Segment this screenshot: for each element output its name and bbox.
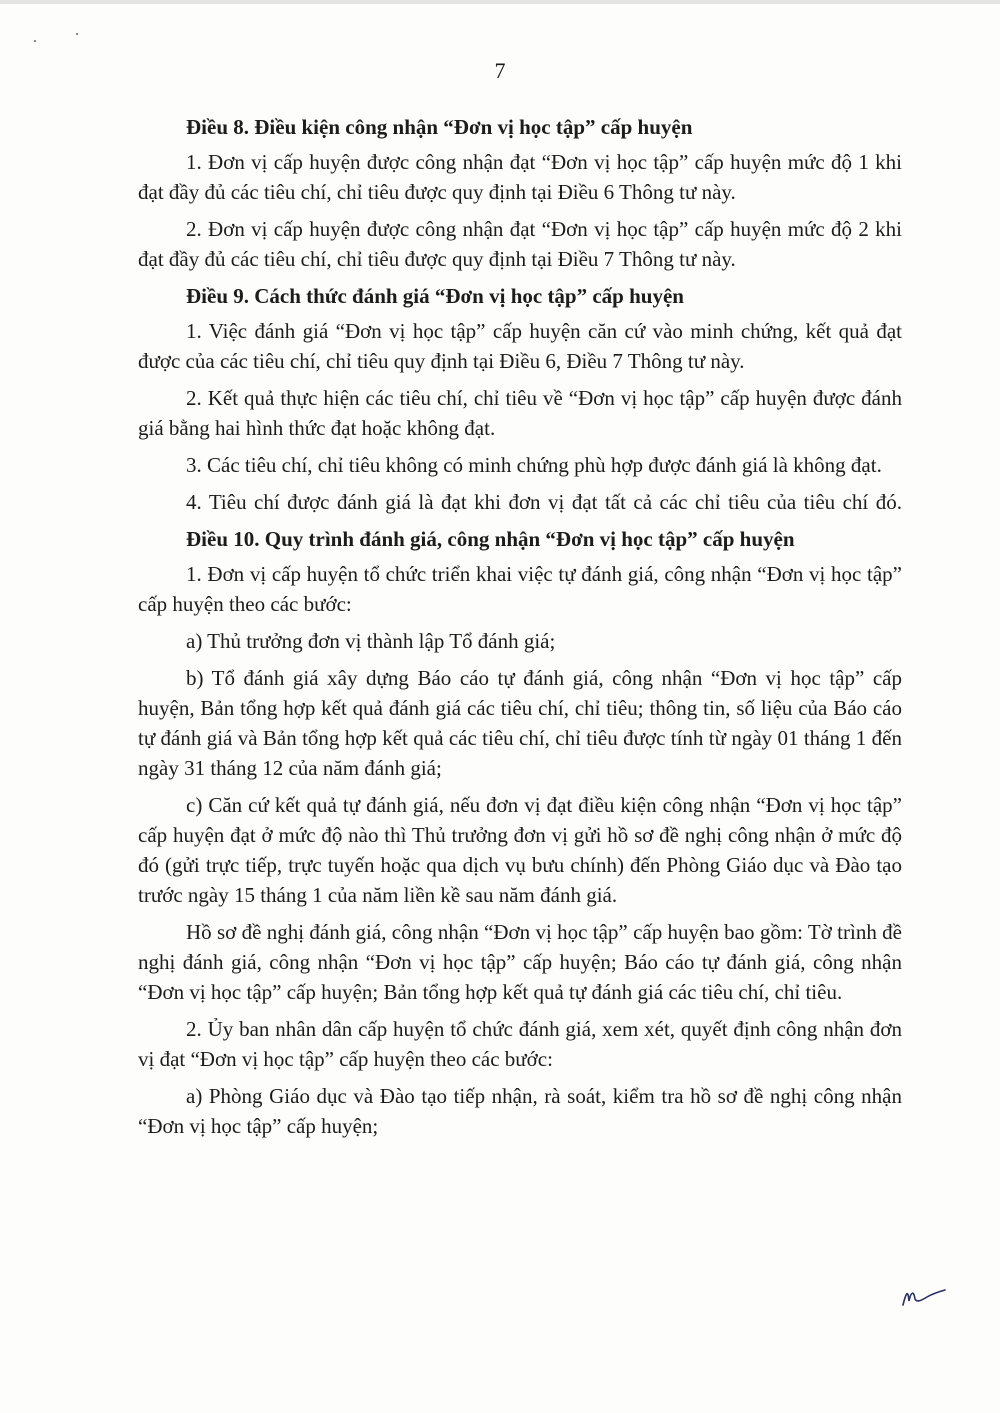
paragraph: 1. Đơn vị cấp huyện được công nhận đạt “Đơn vị học tập” cấp huyện mức độ 1 khi đạt đầy đủ các tiêu chí, chỉ tiêu được quy định tại Điều 6 Thông tư này. [138, 150, 902, 204]
paragraph: 1. Đơn vị cấp huyện tổ chức triển khai việc tự đánh giá, công nhận “Đơn vị học tập” cấp huyện theo các bước: [138, 562, 902, 616]
paragraph: Hồ sơ đề nghị đánh giá, công nhận “Đơn vị học tập” cấp huyện bao gồm: Tờ trình đề nghị đánh giá, công nhận “Đơn vị học tập” cấp huyện; Báo cáo tự đánh giá, công nhận “Đơn vị học tập” cấp huyện; Bản tổng hợp kết quả tự đánh giá các tiêu chí, chỉ tiêu. [138, 920, 902, 1004]
paragraph: b) Tổ đánh giá xây dựng Báo cáo tự đánh giá, công nhận “Đơn vị học tập” cấp huyện, Bản tổng hợp kết quả đánh giá các tiêu chí, chỉ tiêu; thông tin, số liệu của Báo cáo tự đánh giá và Bản tổng hợp kết quả các tiêu chí, chỉ tiêu được tính từ ngày 01 tháng 1 đến ngày 31 tháng 12 của năm đánh giá; [138, 666, 902, 780]
paragraph: 2. Đơn vị cấp huyện được công nhận đạt “Đơn vị học tập” cấp huyện mức độ 2 khi đạt đầy đủ các tiêu chí, chỉ tiêu được quy định tại Điều 7 Thông tư này. [138, 217, 902, 271]
handwritten-initial [900, 1283, 948, 1311]
paragraph: 3. Các tiêu chí, chỉ tiêu không có minh chứng phù hợp được đánh giá là không đạt. [186, 453, 882, 477]
paragraph: c) Căn cứ kết quả tự đánh giá, nếu đơn vị đạt điều kiện công nhận “Đơn vị học tập” cấp huyện đạt ở mức độ nào thì Thủ trưởng đơn vị gửi hồ sơ đề nghị công nhận ở mức độ đó (gửi trực tiếp, trực tuyến hoặc qua dịch vụ bưu chính) đến Phòng Giáo dục và Đào tạo trước ngày 15 tháng 1 của năm liền kề sau năm đánh giá. [138, 793, 902, 907]
paragraph: 4. Tiêu chí được đánh giá là đạt khi đơn vị đạt tất cả các chỉ tiêu của tiêu chí đó. [186, 490, 902, 514]
article-heading: Điều 8. Điều kiện công nhận “Đơn vị học tập” cấp huyện [186, 115, 693, 139]
paragraph: 2. Kết quả thực hiện các tiêu chí, chỉ tiêu về “Đơn vị học tập” cấp huyện được đánh giá bằng hai hình thức đạt hoặc không đạt. [138, 386, 902, 440]
article-heading: Điều 9. Cách thức đánh giá “Đơn vị học tập” cấp huyện [186, 284, 684, 308]
paragraph: a) Thủ trưởng đơn vị thành lập Tổ đánh giá; [186, 629, 556, 653]
article-heading: Điều 10. Quy trình đánh giá, công nhận “Đơn vị học tập” cấp huyện [186, 527, 795, 551]
page-number: 7 [494, 58, 506, 83]
scan-edge [0, 0, 1000, 4]
paragraph: 2. Ủy ban nhân dân cấp huyện tổ chức đánh giá, xem xét, quyết định công nhận đơn vị đạt “Đơn vị học tập” cấp huyện theo các bước: [138, 1017, 902, 1071]
paragraph: 1. Việc đánh giá “Đơn vị học tập” cấp huyện căn cứ vào minh chứng, kết quả đạt được của các tiêu chí, chỉ tiêu quy định tại Điều 6, Điều 7 Thông tư này. [138, 319, 902, 373]
document-body [138, 112, 902, 1148]
paragraph: a) Phòng Giáo dục và Đào tạo tiếp nhận, rà soát, kiểm tra hồ sơ đề nghị công nhận “Đơn vị học tập” cấp huyện; [138, 1084, 902, 1138]
